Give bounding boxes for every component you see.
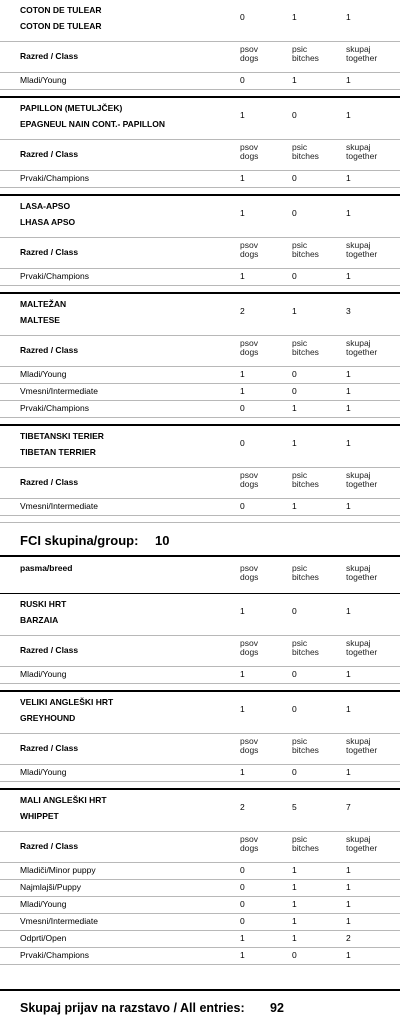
class-row bbox=[0, 499, 400, 516]
class-dogs: 1 bbox=[240, 669, 245, 679]
pasma-breed-label: pasma/breed bbox=[20, 563, 73, 573]
bitches-header: psic bitches bbox=[292, 240, 319, 260]
class-row bbox=[0, 667, 400, 684]
class-header-row bbox=[0, 237, 400, 269]
class-row bbox=[0, 765, 400, 782]
breed-name-row bbox=[0, 0, 400, 41]
breed-name-row bbox=[0, 790, 400, 831]
dogs-header: psov dogs bbox=[240, 834, 259, 854]
dogs-header: psov dogs bbox=[240, 240, 259, 260]
class-name: Prvaki/Champions bbox=[20, 271, 89, 281]
class-bitches: 1 bbox=[292, 403, 297, 413]
bitches-header: psic bitches bbox=[292, 638, 319, 658]
class-dogs: 0 bbox=[240, 916, 245, 926]
class-together: 2 bbox=[346, 933, 351, 943]
together-header: skupaj together bbox=[346, 638, 378, 658]
breed-bitches-count: 5 bbox=[292, 802, 297, 812]
breed-together-count: 1 bbox=[346, 438, 351, 448]
breed-name-local: PAPILLON (METULJČEK) bbox=[20, 103, 123, 113]
together-header: skupaj together bbox=[346, 563, 378, 583]
breed-block bbox=[0, 690, 400, 788]
class-bitches: 1 bbox=[292, 75, 297, 85]
class-dogs: 0 bbox=[240, 403, 245, 413]
breed-name-english: GREYHOUND bbox=[20, 713, 76, 723]
breed-dogs-count: 0 bbox=[240, 438, 245, 448]
class-together: 1 bbox=[346, 369, 351, 379]
breed-bitches-count: 1 bbox=[292, 306, 297, 316]
breed-name-english: TIBETAN TERRIER bbox=[20, 447, 96, 457]
breed-column-header bbox=[0, 555, 400, 594]
breed-name-row bbox=[0, 692, 400, 733]
breed-together-count: 1 bbox=[346, 208, 351, 218]
class-name: Najmlajši/Puppy bbox=[20, 882, 81, 892]
together-header: skupaj together bbox=[346, 338, 378, 358]
class-row bbox=[0, 73, 400, 90]
breed-dogs-count: 1 bbox=[240, 208, 245, 218]
breed-dogs-count: 2 bbox=[240, 802, 245, 812]
class-header-row bbox=[0, 635, 400, 667]
total-value: 92 bbox=[270, 1001, 284, 1015]
breed-bitches-count: 0 bbox=[292, 110, 297, 120]
class-name: Mladi/Young bbox=[20, 369, 67, 379]
dogs-header: psov dogs bbox=[240, 44, 259, 64]
class-together: 1 bbox=[346, 899, 351, 909]
class-header-label: Razred / Class bbox=[20, 841, 79, 851]
class-dogs: 1 bbox=[240, 271, 245, 281]
class-dogs: 1 bbox=[240, 386, 245, 396]
breed-name-english: EPAGNEUL NAIN CONT.- PAPILLON bbox=[20, 119, 165, 129]
class-header-label: Razred / Class bbox=[20, 149, 79, 159]
class-bitches: 0 bbox=[292, 369, 297, 379]
breed-together-count: 3 bbox=[346, 306, 351, 316]
class-bitches: 0 bbox=[292, 950, 297, 960]
class-header-label: Razred / Class bbox=[20, 743, 79, 753]
bitches-header: psic bitches bbox=[292, 563, 319, 583]
class-bitches: 0 bbox=[292, 271, 297, 281]
class-together: 1 bbox=[346, 882, 351, 892]
class-bitches: 1 bbox=[292, 916, 297, 926]
bitches-header: psic bitches bbox=[292, 834, 319, 854]
class-together: 1 bbox=[346, 950, 351, 960]
breed-together-count: 1 bbox=[346, 110, 351, 120]
fci-group-number: 10 bbox=[155, 533, 170, 548]
class-header-row bbox=[0, 831, 400, 863]
breed-block bbox=[0, 594, 400, 690]
class-header-row bbox=[0, 139, 400, 171]
class-header-row bbox=[0, 41, 400, 73]
breed-name-english: MALTESE bbox=[20, 315, 60, 325]
class-row bbox=[0, 367, 400, 384]
bitches-header: psic bitches bbox=[292, 44, 319, 64]
breed-together-count: 7 bbox=[346, 802, 351, 812]
class-together: 1 bbox=[346, 669, 351, 679]
together-header: skupaj together bbox=[346, 736, 378, 756]
breed-name-english: COTON DE TULEAR bbox=[20, 21, 102, 31]
breed-bitches-count: 1 bbox=[292, 12, 297, 22]
class-dogs: 0 bbox=[240, 882, 245, 892]
together-header: skupaj together bbox=[346, 44, 378, 64]
breed-name-local: LASA-APSO bbox=[20, 201, 71, 211]
class-dogs: 0 bbox=[240, 501, 245, 511]
breed-bitches-count: 1 bbox=[292, 438, 297, 448]
class-name: Mladi/Young bbox=[20, 767, 67, 777]
bitches-header: psic bitches bbox=[292, 736, 319, 756]
class-row bbox=[0, 880, 400, 897]
class-bitches: 1 bbox=[292, 899, 297, 909]
class-row bbox=[0, 384, 400, 401]
total-label: Skupaj prijav na razstavo / All entries: bbox=[20, 1001, 245, 1015]
class-name: Vmesni/Intermediate bbox=[20, 386, 98, 396]
class-together: 1 bbox=[346, 501, 351, 511]
class-name: Mladiči/Minor puppy bbox=[20, 865, 96, 875]
class-name: Vmesni/Intermediate bbox=[20, 501, 98, 511]
fci-group-label: FCI skupina/group: bbox=[20, 533, 139, 548]
class-bitches: 1 bbox=[292, 882, 297, 892]
class-header-label: Razred / Class bbox=[20, 345, 79, 355]
class-name: Mladi/Young bbox=[20, 899, 67, 909]
dogs-header: psov dogs bbox=[240, 142, 259, 162]
together-header: skupaj together bbox=[346, 834, 378, 854]
class-bitches: 0 bbox=[292, 173, 297, 183]
class-bitches: 0 bbox=[292, 386, 297, 396]
class-dogs: 1 bbox=[240, 950, 245, 960]
class-header-label: Razred / Class bbox=[20, 247, 79, 257]
class-dogs: 0 bbox=[240, 899, 245, 909]
class-header-row bbox=[0, 335, 400, 367]
bitches-header: psic bitches bbox=[292, 470, 319, 490]
breed-block bbox=[0, 194, 400, 292]
fci-group-heading bbox=[0, 522, 400, 553]
class-header-label: Razred / Class bbox=[20, 645, 79, 655]
breed-name-row bbox=[0, 294, 400, 335]
breed-spacer bbox=[0, 965, 400, 971]
breed-bitches-count: 0 bbox=[292, 704, 297, 714]
breed-name-local: RUSKI HRT bbox=[20, 599, 67, 609]
breed-block bbox=[0, 424, 400, 522]
breed-dogs-count: 0 bbox=[240, 12, 245, 22]
class-row bbox=[0, 897, 400, 914]
breed-dogs-count: 1 bbox=[240, 704, 245, 714]
dogs-header: psov dogs bbox=[240, 638, 259, 658]
class-together: 1 bbox=[346, 271, 351, 281]
class-row bbox=[0, 931, 400, 948]
breed-block bbox=[0, 96, 400, 194]
total-entries bbox=[0, 989, 400, 1021]
breed-name-local: VELIKI ANGLEŠKI HRT bbox=[20, 697, 114, 707]
class-dogs: 1 bbox=[240, 767, 245, 777]
together-header: skupaj together bbox=[346, 470, 378, 490]
class-together: 1 bbox=[346, 403, 351, 413]
class-row bbox=[0, 269, 400, 286]
breed-together-count: 1 bbox=[346, 606, 351, 616]
class-name: Prvaki/Champions bbox=[20, 173, 89, 183]
class-together: 1 bbox=[346, 75, 351, 85]
dogs-header: psov dogs bbox=[240, 470, 259, 490]
breed-name-local: TIBETANSKI TERIER bbox=[20, 431, 104, 441]
together-header: skupaj together bbox=[346, 240, 378, 260]
breed-name-local: COTON DE TULEAR bbox=[20, 5, 102, 15]
class-header-row bbox=[0, 733, 400, 765]
class-bitches: 0 bbox=[292, 767, 297, 777]
class-dogs: 0 bbox=[240, 865, 245, 875]
breed-name-english: LHASA APSO bbox=[20, 217, 76, 227]
breed-together-count: 1 bbox=[346, 704, 351, 714]
breed-name-row bbox=[0, 594, 400, 635]
bitches-header: psic bitches bbox=[292, 142, 319, 162]
class-bitches: 1 bbox=[292, 501, 297, 511]
dogs-header: psov dogs bbox=[240, 563, 259, 583]
bitches-header: psic bitches bbox=[292, 338, 319, 358]
class-header-label: Razred / Class bbox=[20, 51, 79, 61]
class-together: 1 bbox=[346, 767, 351, 777]
class-together: 1 bbox=[346, 865, 351, 875]
group10-breeds bbox=[0, 594, 400, 971]
breed-name-local: MALTEŽAN bbox=[20, 299, 67, 309]
class-row bbox=[0, 948, 400, 965]
class-name: Prvaki/Champions bbox=[20, 403, 89, 413]
class-bitches: 0 bbox=[292, 669, 297, 679]
class-row bbox=[0, 401, 400, 418]
class-name: Prvaki/Champions bbox=[20, 950, 89, 960]
breed-name-english: WHIPPET bbox=[20, 811, 59, 821]
class-row bbox=[0, 914, 400, 931]
breed-name-row bbox=[0, 426, 400, 467]
breed-together-count: 1 bbox=[346, 12, 351, 22]
class-header-label: Razred / Class bbox=[20, 477, 79, 487]
class-row bbox=[0, 171, 400, 188]
together-header: skupaj together bbox=[346, 142, 378, 162]
class-name: Mladi/Young bbox=[20, 75, 67, 85]
breed-name-row bbox=[0, 196, 400, 237]
class-header-row bbox=[0, 467, 400, 499]
breed-bitches-count: 0 bbox=[292, 208, 297, 218]
breed-block bbox=[0, 788, 400, 971]
class-name: Mladi/Young bbox=[20, 669, 67, 679]
breed-dogs-count: 1 bbox=[240, 110, 245, 120]
breed-dogs-count: 1 bbox=[240, 606, 245, 616]
class-dogs: 0 bbox=[240, 75, 245, 85]
breed-name-local: MALI ANGLEŠKI HRT bbox=[20, 795, 107, 805]
class-name: Odprti/Open bbox=[20, 933, 67, 943]
class-together: 1 bbox=[346, 916, 351, 926]
class-name: Vmesni/Intermediate bbox=[20, 916, 98, 926]
breed-dogs-count: 2 bbox=[240, 306, 245, 316]
class-together: 1 bbox=[346, 173, 351, 183]
class-dogs: 1 bbox=[240, 933, 245, 943]
class-row bbox=[0, 863, 400, 880]
breed-bitches-count: 0 bbox=[292, 606, 297, 616]
breed-name-english: BARZAIA bbox=[20, 615, 59, 625]
class-dogs: 1 bbox=[240, 173, 245, 183]
breed-block bbox=[0, 0, 400, 96]
dogs-header: psov dogs bbox=[240, 338, 259, 358]
class-bitches: 1 bbox=[292, 865, 297, 875]
class-together: 1 bbox=[346, 386, 351, 396]
breed-name-row bbox=[0, 98, 400, 139]
class-bitches: 1 bbox=[292, 933, 297, 943]
dogs-header: psov dogs bbox=[240, 736, 259, 756]
breed-block bbox=[0, 292, 400, 424]
class-dogs: 1 bbox=[240, 369, 245, 379]
